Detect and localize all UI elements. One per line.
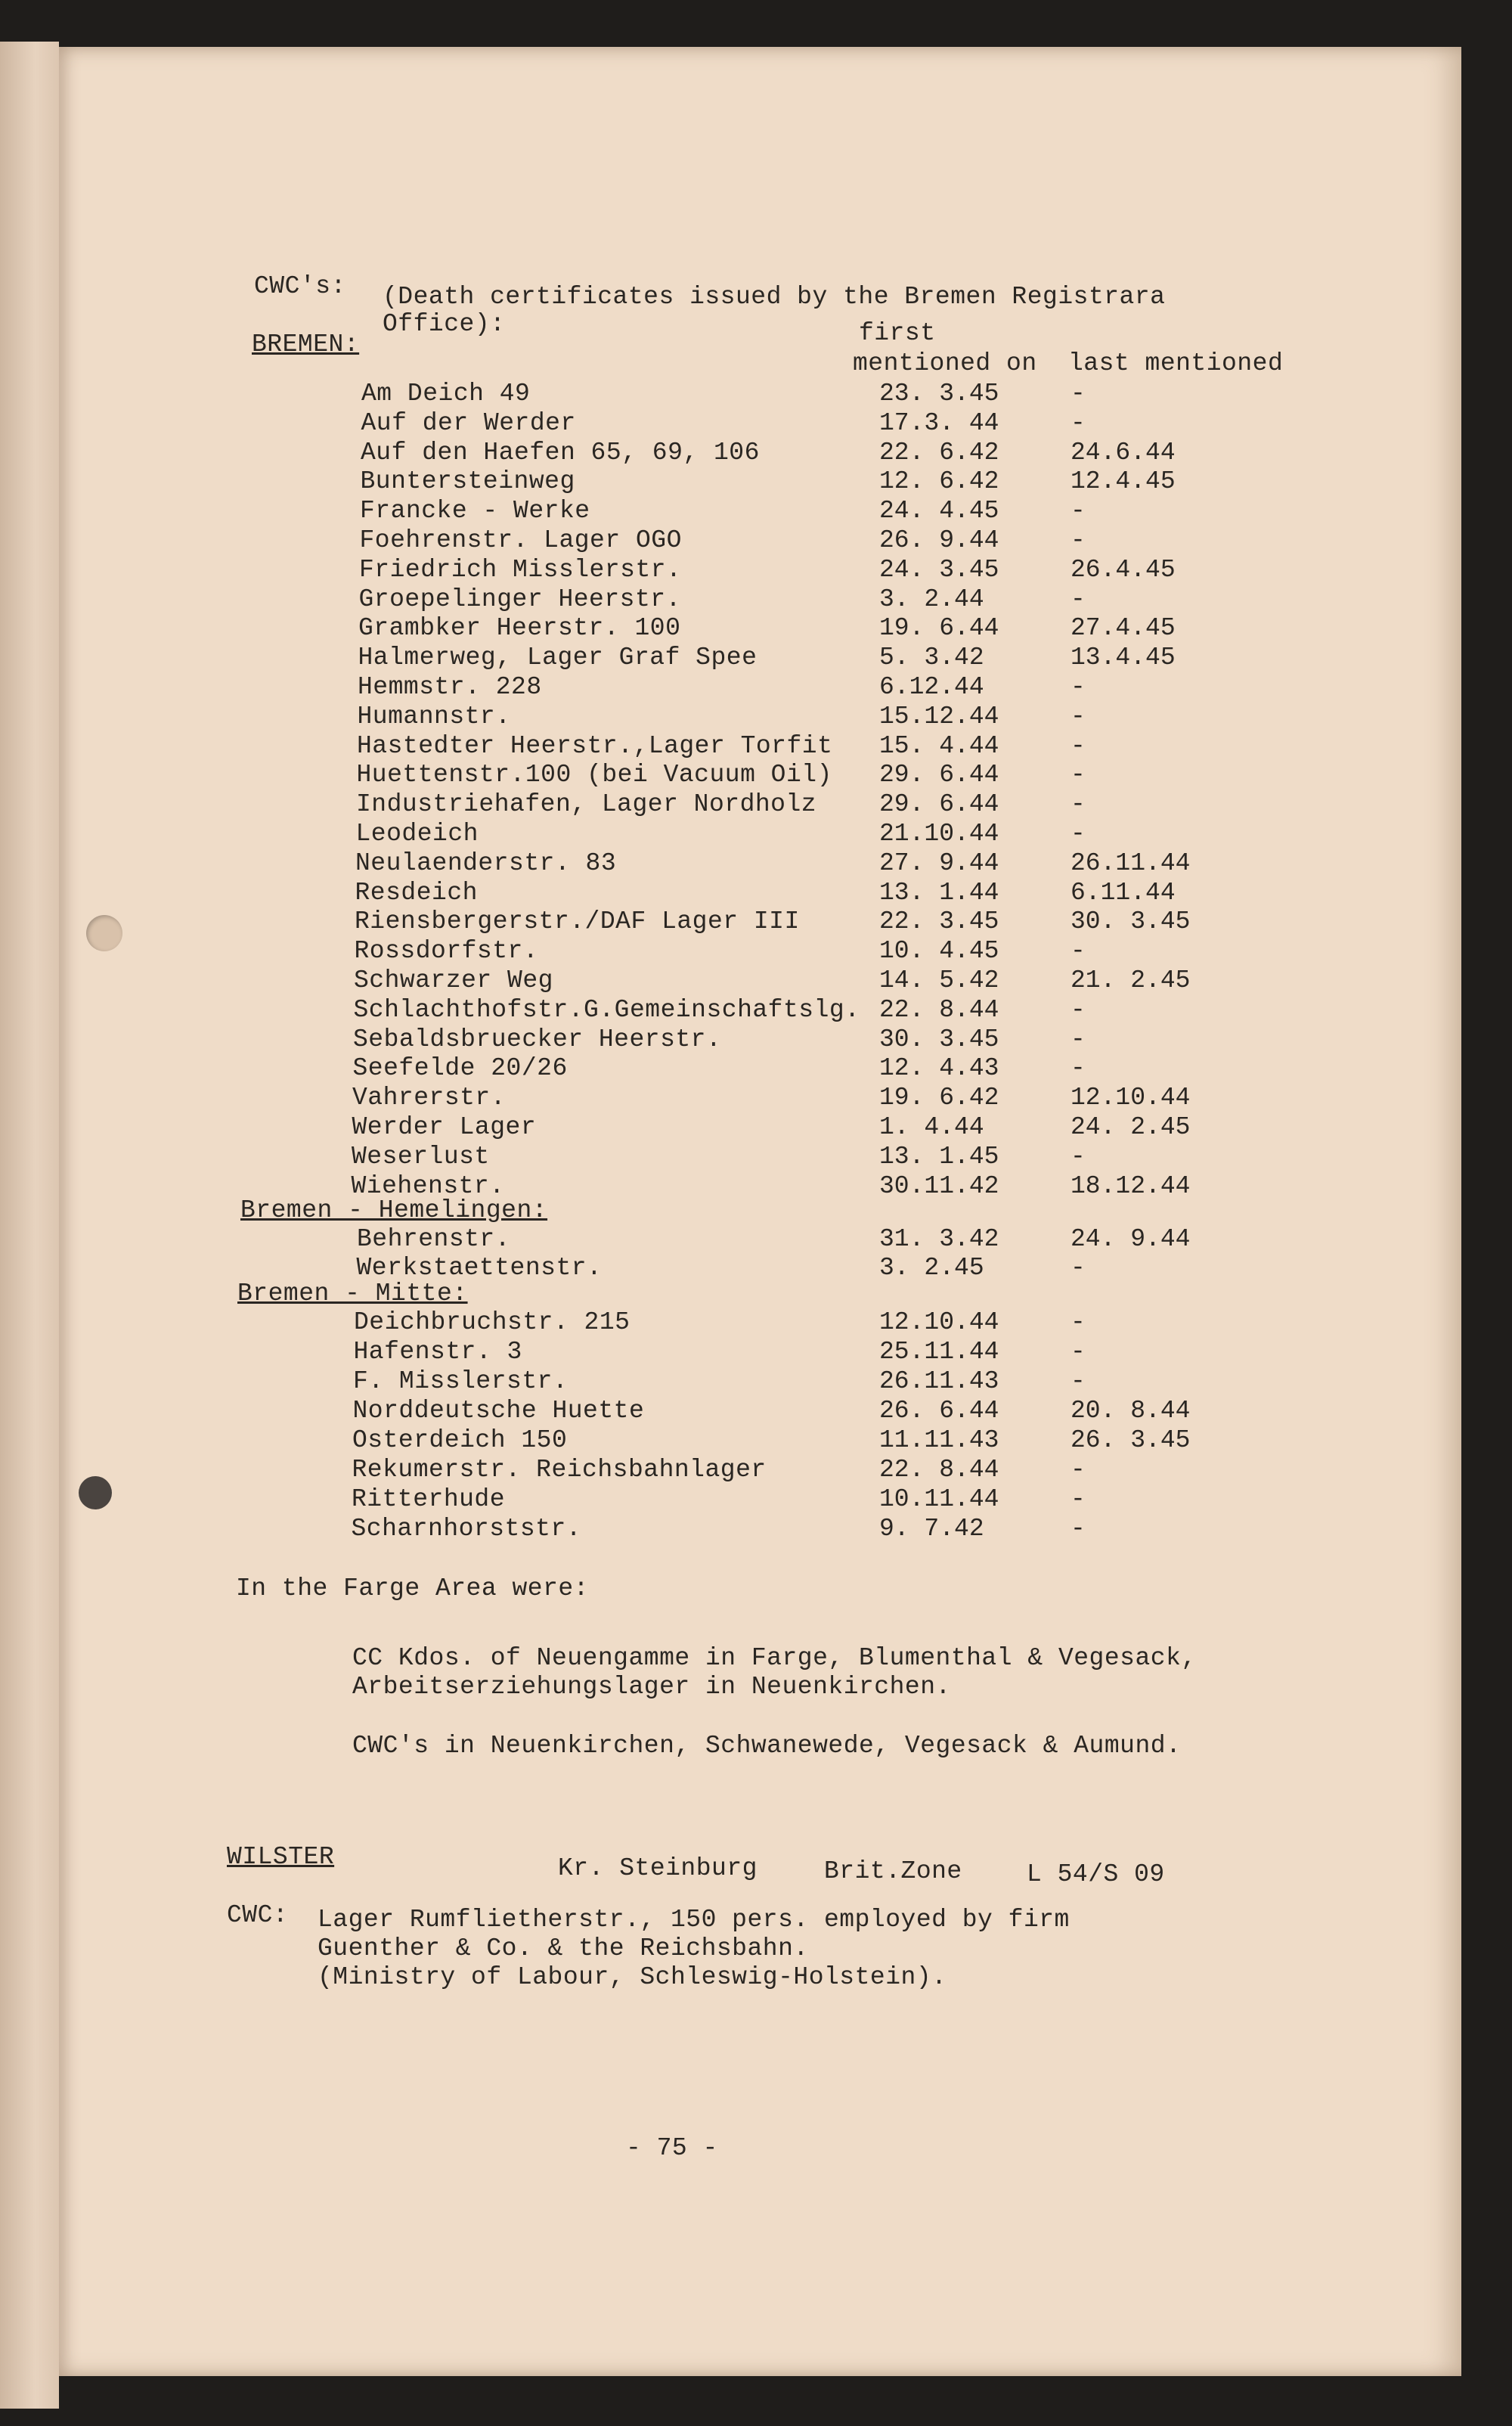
location-name: Foehrenstr. Lager OGO bbox=[359, 526, 682, 554]
first-mentioned-date: 12. 6.42 bbox=[879, 467, 999, 496]
first-mentioned-date: 3. 2.44 bbox=[879, 585, 984, 613]
last-mentioned-date: 20. 8.44 bbox=[1070, 1397, 1191, 1425]
column-header-first-2: mentioned on bbox=[853, 349, 1037, 377]
location-name: Halmerweg, Lager Graf Spee bbox=[358, 644, 758, 672]
location-name: Deichbruchstr. 215 bbox=[354, 1308, 631, 1336]
location-name: Werkstaettenstr. bbox=[356, 1254, 603, 1282]
location-name: Vahrerstr. bbox=[352, 1084, 507, 1112]
location-name: Huettenstr.100 (bei Vacuum Oil) bbox=[356, 761, 832, 790]
first-mentioned-date: 3. 2.45 bbox=[879, 1254, 984, 1282]
section-heading-bremen: BREMEN: bbox=[252, 330, 360, 358]
farge-line-3: CWC's in Neuenkirchen, Schwanewede, Vegesack & Aumund. bbox=[352, 1732, 1182, 1760]
last-mentioned-date: - bbox=[1070, 673, 1086, 701]
location-name: Groepelinger Heerstr. bbox=[358, 585, 681, 613]
first-mentioned-date: 15. 4.44 bbox=[879, 731, 999, 760]
last-mentioned-date: 26. 3.45 bbox=[1070, 1426, 1191, 1454]
location-name: Ritterhude bbox=[352, 1485, 506, 1513]
last-mentioned-date: 24.6.44 bbox=[1070, 438, 1176, 467]
last-mentioned-date: - bbox=[1070, 820, 1086, 848]
last-mentioned-date: - bbox=[1070, 761, 1086, 790]
last-mentioned-date: - bbox=[1070, 1367, 1086, 1395]
location-name: Weserlust bbox=[352, 1142, 490, 1171]
first-mentioned-date: 5. 3.42 bbox=[879, 644, 984, 672]
wilster-line-1: Lager Rumflietherstr., 150 pers. employed by firm bbox=[318, 1906, 1070, 1934]
location-name: Rossdorfstr. bbox=[354, 937, 539, 966]
location-name: Seefelde 20/26 bbox=[352, 1054, 568, 1083]
farge-line-2: Arbeitserziehungslager in Neuenkirchen. bbox=[352, 1673, 951, 1701]
last-mentioned-date: - bbox=[1070, 380, 1086, 408]
first-mentioned-date: 12. 4.43 bbox=[879, 1054, 999, 1083]
location-name: Resdeich bbox=[355, 878, 478, 907]
last-mentioned-date: - bbox=[1070, 1308, 1086, 1336]
location-name: Industriehafen, Lager Nordholz bbox=[356, 790, 817, 819]
last-mentioned-date: - bbox=[1070, 702, 1086, 731]
last-mentioned-date: 18.12.44 bbox=[1070, 1171, 1191, 1200]
first-mentioned-date: 22. 8.44 bbox=[879, 1456, 999, 1484]
wilster-line-3: (Ministry of Labour, Schleswig-Holstein). bbox=[318, 1963, 947, 1991]
location-name: Buntersteinweg bbox=[360, 467, 575, 496]
first-mentioned-date: 10. 4.45 bbox=[879, 937, 999, 966]
first-mentioned-date: 26.11.43 bbox=[879, 1367, 999, 1395]
location-name: Osterdeich 150 bbox=[352, 1426, 568, 1454]
last-mentioned-date: - bbox=[1070, 937, 1086, 966]
punch-hole bbox=[86, 915, 122, 951]
location-name: Hafenstr. 3 bbox=[353, 1338, 522, 1366]
intro-text-2: Office): bbox=[383, 310, 506, 338]
first-mentioned-date: 29. 6.44 bbox=[879, 761, 999, 790]
column-header-first: first bbox=[859, 319, 936, 347]
last-mentioned-date: 26.4.45 bbox=[1070, 555, 1176, 584]
punch-hole bbox=[79, 1476, 112, 1509]
location-name: Neulaenderstr. 83 bbox=[355, 848, 617, 877]
last-mentioned-date: 30. 3.45 bbox=[1070, 907, 1191, 936]
first-mentioned-date: 19. 6.44 bbox=[879, 614, 999, 643]
first-mentioned-date: 13. 1.45 bbox=[879, 1142, 999, 1171]
first-mentioned-date: 13. 1.44 bbox=[879, 878, 999, 907]
last-mentioned-date: - bbox=[1070, 1485, 1086, 1513]
first-mentioned-date: 12.10.44 bbox=[879, 1308, 999, 1336]
first-mentioned-date: 29. 6.44 bbox=[879, 790, 999, 819]
page-number: - 75 - bbox=[626, 2134, 718, 2162]
wilster-cwc-label: CWC: bbox=[227, 1901, 289, 1929]
last-mentioned-date: 21. 2.45 bbox=[1070, 966, 1191, 994]
last-mentioned-date: - bbox=[1070, 497, 1086, 526]
last-mentioned-date: - bbox=[1070, 731, 1086, 760]
first-mentioned-date: 11.11.43 bbox=[879, 1426, 999, 1454]
location-name: Behrenstr. bbox=[357, 1225, 511, 1253]
location-name: Humannstr. bbox=[357, 702, 511, 731]
first-mentioned-date: 22. 6.42 bbox=[879, 438, 999, 467]
first-mentioned-date: 24. 4.45 bbox=[879, 497, 999, 526]
last-mentioned-date: - bbox=[1070, 790, 1086, 819]
location-name: Wiehenstr. bbox=[351, 1171, 505, 1200]
first-mentioned-date: 6.12.44 bbox=[879, 673, 984, 701]
first-mentioned-date: 15.12.44 bbox=[879, 702, 999, 731]
last-mentioned-date: - bbox=[1070, 1142, 1086, 1171]
location-name: Hastedter Heerstr.,Lager Torfit bbox=[357, 731, 833, 760]
first-mentioned-date: 22. 8.44 bbox=[879, 995, 999, 1024]
wilster-heading: WILSTER bbox=[227, 1843, 335, 1871]
location-name: Scharnhorststr. bbox=[351, 1515, 582, 1543]
location-name: Friedrich Misslerstr. bbox=[359, 555, 682, 584]
last-mentioned-date: 6.11.44 bbox=[1070, 878, 1176, 907]
first-mentioned-date: 9. 7.42 bbox=[879, 1515, 984, 1543]
last-mentioned-date: - bbox=[1070, 995, 1086, 1024]
last-mentioned-date: 24. 2.45 bbox=[1070, 1113, 1191, 1141]
first-mentioned-date: 14. 5.42 bbox=[879, 966, 999, 994]
last-mentioned-date: - bbox=[1070, 1054, 1086, 1083]
location-name: Hemmstr. 228 bbox=[358, 673, 542, 701]
last-mentioned-date: - bbox=[1070, 408, 1086, 437]
location-name: Sebaldsbruecker Heerstr. bbox=[353, 1025, 722, 1053]
last-mentioned-date: - bbox=[1070, 1515, 1086, 1543]
last-mentioned-date: 24. 9.44 bbox=[1070, 1225, 1191, 1253]
first-mentioned-date: 31. 3.42 bbox=[879, 1225, 999, 1253]
last-mentioned-date: - bbox=[1070, 1254, 1086, 1282]
location-name: Norddeutsche Huette bbox=[352, 1397, 645, 1425]
wilster-kreis: Kr. Steinburg bbox=[558, 1854, 758, 1882]
last-mentioned-date: - bbox=[1070, 526, 1086, 554]
wilster-reference: L 54/S 09 bbox=[1027, 1860, 1165, 1888]
location-name: Am Deich 49 bbox=[361, 380, 531, 408]
first-mentioned-date: 24. 3.45 bbox=[879, 555, 999, 584]
first-mentioned-date: 19. 6.42 bbox=[879, 1084, 999, 1112]
last-mentioned-date: 12.4.45 bbox=[1070, 467, 1176, 496]
location-name: Leodeich bbox=[355, 820, 479, 848]
cwc-label: CWC's: bbox=[254, 272, 346, 300]
last-mentioned-date: - bbox=[1070, 1025, 1086, 1053]
farge-line-1: CC Kdos. of Neuengamme in Farge, Blumenthal & Vegesack, bbox=[352, 1644, 1197, 1672]
last-mentioned-date: 27.4.45 bbox=[1070, 614, 1176, 643]
wilster-zone: Brit.Zone bbox=[824, 1857, 962, 1885]
section-heading-hemelingen: Bremen - Hemelingen: bbox=[240, 1196, 548, 1224]
wilster-line-2: Guenther & Co. & the Reichsbahn. bbox=[318, 1934, 809, 1962]
location-name: Grambker Heerstr. 100 bbox=[358, 614, 681, 643]
first-mentioned-date: 26. 9.44 bbox=[879, 526, 999, 554]
first-mentioned-date: 17.3. 44 bbox=[879, 408, 999, 437]
first-mentioned-date: 23. 3.45 bbox=[879, 380, 999, 408]
column-header-last: last mentioned bbox=[1068, 349, 1284, 377]
location-name: Riensbergerstr./DAF Lager III bbox=[355, 907, 800, 936]
first-mentioned-date: 25.11.44 bbox=[879, 1338, 999, 1366]
location-name: Auf der Werder bbox=[361, 408, 576, 437]
intro-text: (Death certificates issued by the Bremen Registrara bbox=[383, 283, 1166, 311]
book-spine bbox=[0, 42, 59, 2409]
location-name: Auf den Haefen 65, 69, 106 bbox=[361, 438, 760, 467]
last-mentioned-date: - bbox=[1070, 1456, 1086, 1484]
first-mentioned-date: 21.10.44 bbox=[879, 820, 999, 848]
location-name: Rekumerstr. Reichsbahnlager bbox=[352, 1456, 767, 1484]
section-heading-mitte: Bremen - Mitte: bbox=[237, 1280, 468, 1308]
last-mentioned-date: - bbox=[1070, 1338, 1086, 1366]
first-mentioned-date: 22. 3.45 bbox=[879, 907, 999, 936]
first-mentioned-date: 30.11.42 bbox=[879, 1171, 999, 1200]
farge-intro: In the Farge Area were: bbox=[236, 1574, 589, 1602]
last-mentioned-date: 13.4.45 bbox=[1070, 644, 1176, 672]
first-mentioned-date: 26. 6.44 bbox=[879, 1397, 999, 1425]
location-name: Werder Lager bbox=[352, 1113, 537, 1141]
last-mentioned-date: 12.10.44 bbox=[1070, 1084, 1191, 1112]
location-name: Schlachthofstr.G.Gemeinschaftslg. bbox=[353, 995, 860, 1024]
first-mentioned-date: 1. 4.44 bbox=[879, 1113, 984, 1141]
last-mentioned-date: 26.11.44 bbox=[1070, 848, 1191, 877]
location-name: F. Misslerstr. bbox=[353, 1367, 569, 1395]
first-mentioned-date: 30. 3.45 bbox=[879, 1025, 999, 1053]
first-mentioned-date: 27. 9.44 bbox=[879, 848, 999, 877]
location-name: Schwarzer Weg bbox=[354, 966, 553, 994]
document-page bbox=[59, 47, 1461, 2376]
location-name: Francke - Werke bbox=[360, 497, 590, 526]
first-mentioned-date: 10.11.44 bbox=[879, 1485, 999, 1513]
last-mentioned-date: - bbox=[1070, 585, 1086, 613]
